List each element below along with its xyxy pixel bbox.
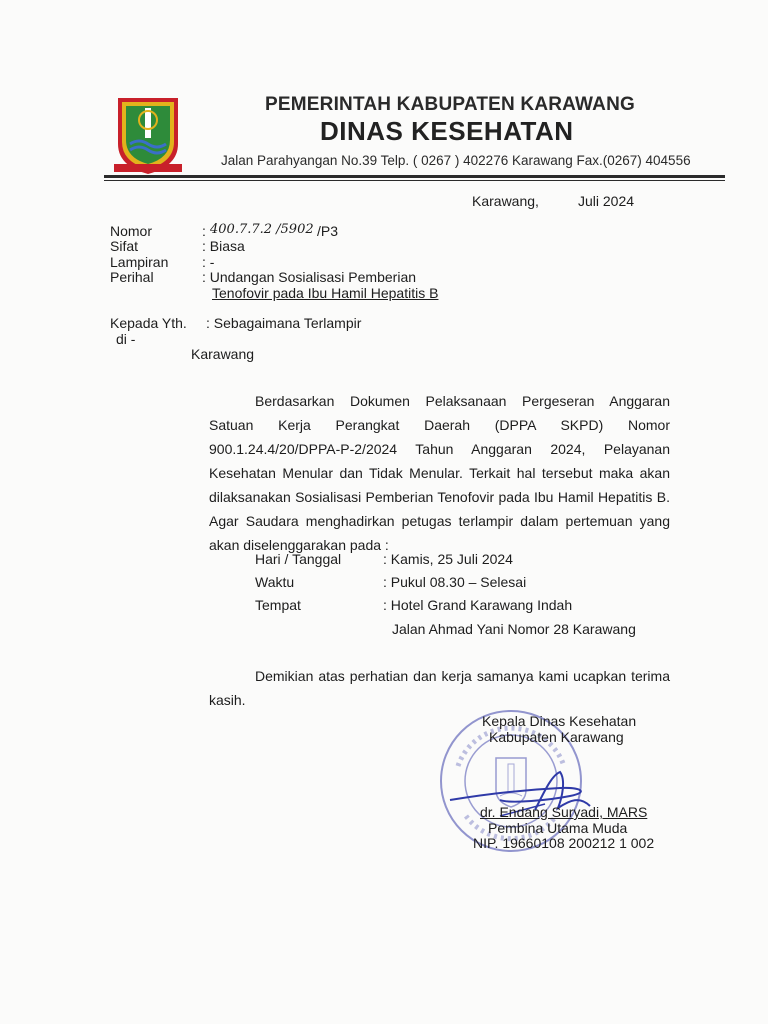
nomor-handwritten: 400.7.7.2 /5902: [210, 222, 314, 237]
addressee-di: di -: [116, 331, 136, 347]
addressee-city: Karawang: [191, 346, 255, 362]
signer-title-1: Kepala Dinas Kesehatan: [482, 713, 637, 729]
addressee-label: Kepada Yth.: [110, 315, 187, 331]
signer-nip: NIP. 19660108 200212 1 002: [473, 835, 655, 851]
addressee-value: : Sebagaimana Terlampir: [206, 315, 362, 331]
letter-place: Karawang,: [472, 193, 539, 209]
schedule-place-value: : Hotel Grand Karawang Indah: [383, 597, 573, 613]
body-paragraph-text: Berdasarkan Dokumen Pelaksanaan Pergeseran Anggaran Satuan Kerja Perangkat Daerah (DPPA SKPD) Nomor 900.1.24.4/20/DPPA-P-2/2024 Tahun Anggaran 2024, Pelayanan Kesehatan Menular dan Tidak Menular. Terkait hal tersebut maka akan dilaksanakan Sosialisasi Pemberian Tenofovir pada Ibu Hamil Hepatitis B. Agar Saudara menghadirkan petugas terlampir dalam pertemuan yang akan diselenggarakan pada :: [209, 393, 670, 553]
letter-date: Juli 2024: [578, 193, 635, 209]
body-paragraph: [209, 389, 670, 557]
schedule-time-label: Waktu: [255, 574, 295, 590]
nomor-suffix: /P3: [317, 223, 339, 239]
signer-rank: Pembina Utama Muda: [488, 820, 628, 836]
signer-title-2: Kabupaten Karawang: [489, 729, 624, 745]
perihal-line-2: Tenofovir pada Ibu Hamil Hepatitis B: [212, 285, 439, 301]
lampiran-value: : -: [202, 254, 215, 270]
closing-text: Demikian atas perhatian dan kerja samanya kami ucapkan terima kasih.: [209, 668, 670, 708]
schedule-place-address: Jalan Ahmad Yani Nomor 28 Karawang: [392, 621, 636, 637]
schedule-day-value: : Kamis, 25 Juli 2024: [383, 551, 513, 567]
department-name: DINAS KESEHATAN: [320, 116, 574, 146]
nomor-colon: :: [202, 223, 206, 239]
department-address: Jalan Parahyangan No.39 Telp. ( 0267 ) 402276 Karawang Fax.(0267) 404556: [221, 153, 691, 168]
government-name: PEMERINTAH KABUPATEN KARAWANG: [265, 94, 635, 115]
letterhead-rule-thick: [104, 175, 725, 178]
sifat-label: Sifat: [110, 238, 139, 254]
letterhead-rule-thin: [104, 180, 725, 181]
schedule-day-label: Hari / Tanggal: [255, 551, 342, 567]
nomor-label: Nomor: [110, 223, 153, 239]
sifat-value: : Biasa: [202, 238, 245, 254]
perihal-label: Perihal: [110, 269, 154, 285]
lampiran-label: Lampiran: [110, 254, 169, 270]
karawang-coat-of-arms-icon: [110, 92, 186, 178]
signer-name: dr. Endang Suryadi, MARS: [480, 804, 648, 820]
perihal-line-1: : Undangan Sosialisasi Pemberian: [202, 269, 417, 285]
schedule-place-label: Tempat: [255, 597, 301, 613]
closing-paragraph: [209, 664, 670, 712]
schedule-time-value: : Pukul 08.30 – Selesai: [383, 574, 527, 590]
